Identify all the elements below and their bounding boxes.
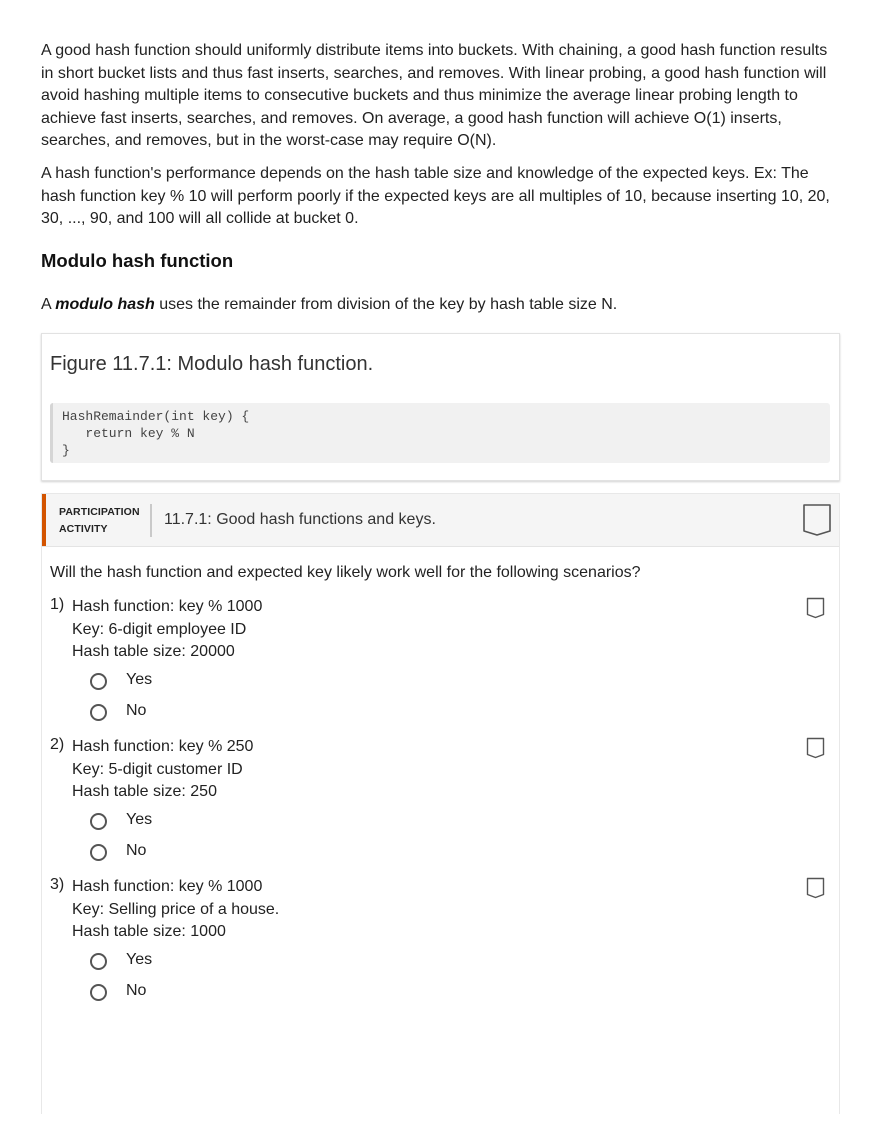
- code-line: }: [62, 443, 70, 458]
- question-line: Hash function: key % 1000: [72, 598, 263, 615]
- modulo-definition: [41, 294, 617, 317]
- radio-button-icon[interactable]: [90, 673, 107, 690]
- question-text: [72, 736, 253, 804]
- code-line: return key % N: [62, 426, 195, 441]
- question-number: 2): [50, 736, 65, 753]
- activity-type-label: [59, 504, 145, 537]
- option-label: No: [126, 702, 147, 719]
- activity-label-line2: ACTIVITY: [59, 522, 108, 535]
- question-text: [72, 876, 279, 944]
- option-label: No: [126, 982, 147, 999]
- intro-paragraph: A good hash function should uniformly distribute items into buckets. With chaining, a good hash function results in short bucket lists and thus fast inserts, searches, and removes. With linear probing, a good hash function will avoid hashing multiple items to consecutive buckets and thus minimize the average linear probing length to achieve fast inserts, searches, and removes. On average, a good hash function will achieve O(1) inserts, searches, and removes, but in the worst-case may require O(N).: [41, 42, 828, 149]
- question-line: Key: Selling price of a house.: [72, 900, 280, 918]
- code-block: [50, 403, 830, 463]
- definition-suffix: uses the remainder from division of the key by hash table size N.: [154, 296, 618, 313]
- radio-button-icon[interactable]: [90, 813, 107, 830]
- activity-instructions: Will the hash function and expected key likely work well for the following scenarios?: [50, 564, 641, 581]
- question-completion-icon: [806, 597, 825, 619]
- option-label: Yes: [126, 811, 153, 828]
- question-number: 3): [50, 876, 65, 893]
- option-label: Yes: [126, 951, 153, 968]
- activity-header: [42, 494, 839, 547]
- option-label: Yes: [126, 671, 153, 688]
- question-line: Key: 5-digit customer ID: [72, 760, 243, 778]
- definition-prefix: A: [41, 296, 56, 313]
- question-number: 1): [50, 596, 65, 613]
- section-heading: Modulo hash function: [41, 250, 234, 271]
- question-line: Hash table size: 1000: [72, 923, 226, 941]
- option-label: No: [126, 842, 147, 859]
- figure-modulo-hash: [41, 333, 840, 481]
- question-line: Key: 6-digit employee ID: [72, 620, 247, 638]
- radio-button-icon[interactable]: [90, 984, 107, 1001]
- activity-title: 11.7.1: Good hash functions and keys.: [164, 511, 436, 528]
- question-completion-icon: [806, 737, 825, 759]
- question-text: [72, 596, 262, 664]
- question-line: Hash table size: 20000: [72, 643, 235, 661]
- question-line: Hash table size: 250: [72, 783, 217, 801]
- participation-activity: [41, 493, 840, 1114]
- figure-title: Figure 11.7.1: Modulo hash function.: [50, 353, 374, 375]
- definition-term: modulo hash: [55, 296, 155, 313]
- question-line: Hash function: key % 250: [72, 738, 254, 755]
- code-line: HashRemainder(int key) {: [62, 409, 250, 424]
- header-divider: [150, 504, 152, 537]
- completion-badge-icon: [802, 503, 832, 537]
- radio-button-icon[interactable]: [90, 953, 107, 970]
- radio-button-icon[interactable]: [90, 844, 107, 861]
- performance-paragraph: A hash function's performance depends on the hash table size and knowledge of the expected keys. Ex: The hash function key % 10 will perform poorly if the expected keys are all multiples of 10, because inserting 10, 20, 30, ..., 90, and 100 will all collide at bucket 0.: [41, 165, 830, 227]
- radio-button-icon[interactable]: [90, 704, 107, 721]
- activity-label-line1: PARTICIPATION: [59, 506, 140, 518]
- question-completion-icon: [806, 877, 825, 899]
- header-accent-bar: [42, 494, 46, 546]
- question-line: Hash function: key % 1000: [72, 878, 263, 895]
